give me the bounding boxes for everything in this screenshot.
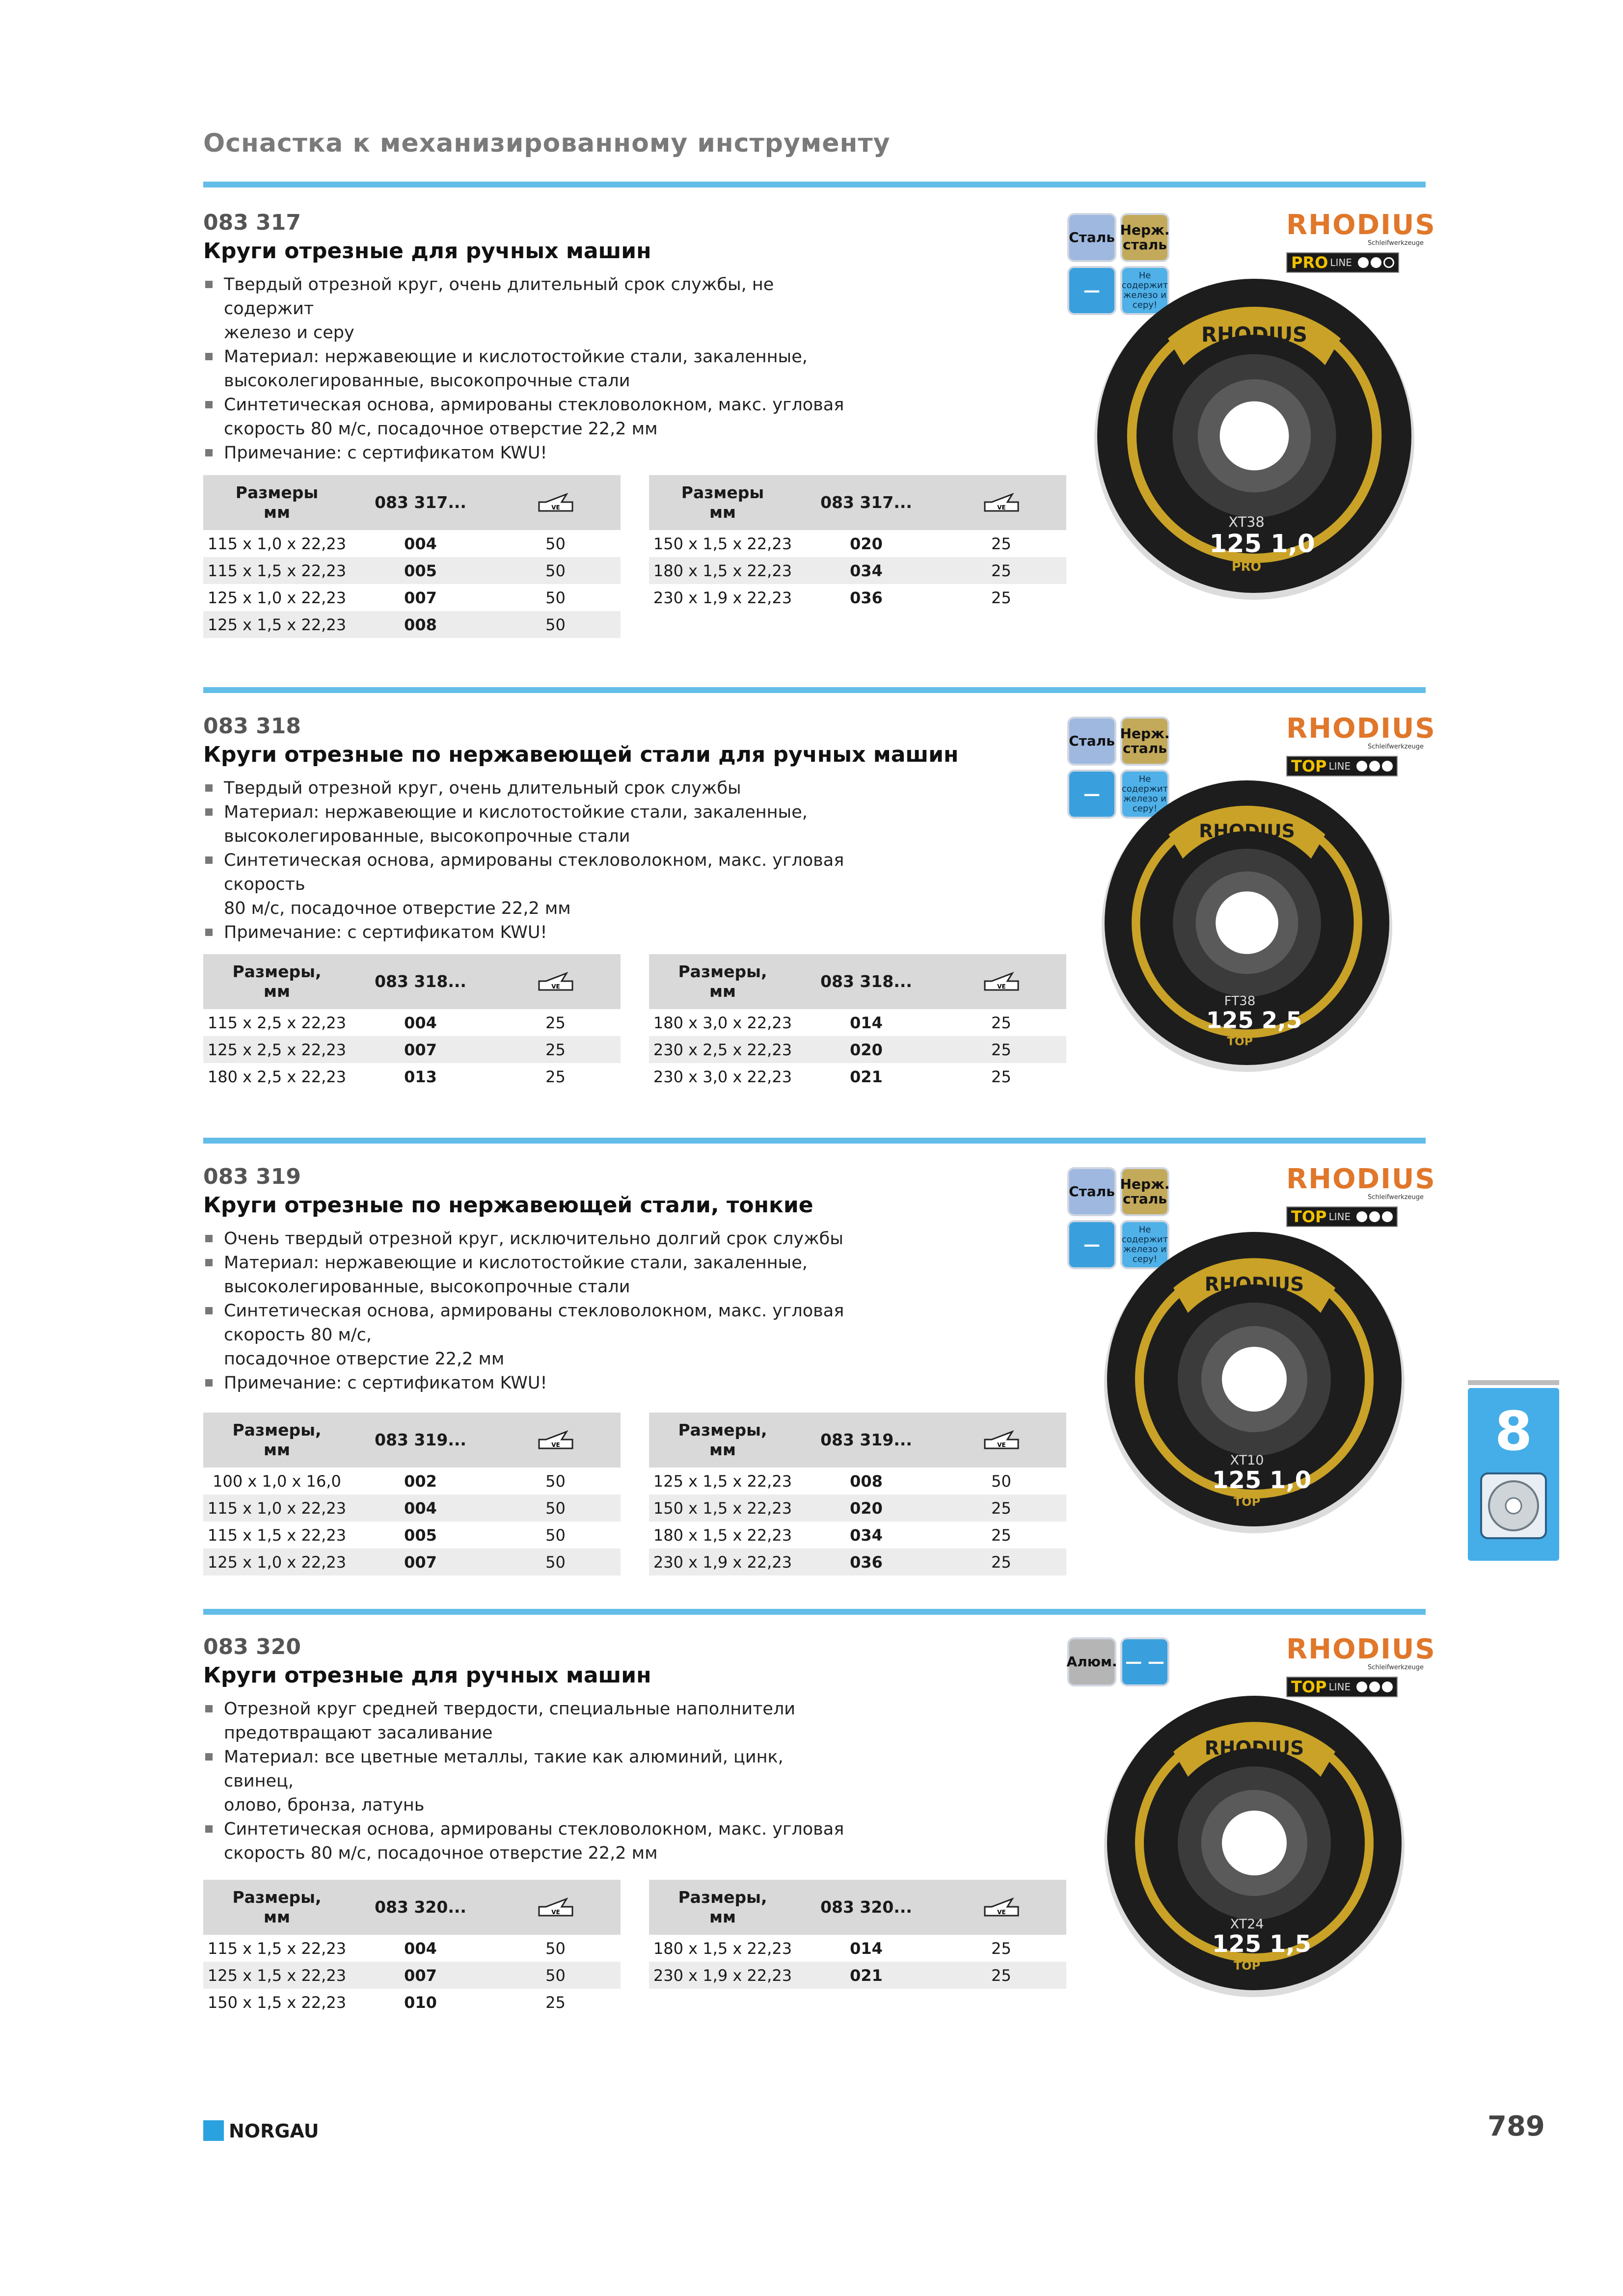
feature-bullet: Примечание: с сертификатом KWU! <box>203 441 851 465</box>
feature-continuation: 80 м/с, посадочное отверстие 22,2 мм <box>224 899 571 918</box>
qty-cell: 50 <box>490 1962 621 1989</box>
table-row <box>649 584 1066 611</box>
product-line-word: LINE <box>1328 1681 1351 1693</box>
product-line-word: LINE <box>1330 257 1352 268</box>
article-number: 083 317 <box>203 210 301 235</box>
size-table <box>649 1413 1066 1575</box>
packaging-unit-header <box>936 1413 1066 1468</box>
feature-continuation: железо и серу <box>224 323 354 343</box>
article-suffix-cell: 002 <box>404 1471 437 1491</box>
size-cell: 115 x 1,0 x 22,23 <box>203 1495 351 1522</box>
section-rule <box>203 1609 1426 1615</box>
feature-bullet: Твердый отрезной круг, очень длительный срок службы <box>203 776 851 801</box>
feature-continuation: предотвращают засаливание <box>224 1723 493 1743</box>
qty-cell: 25 <box>936 557 1066 584</box>
qty-cell: 50 <box>991 1471 1011 1491</box>
qty-cell: 50 <box>545 534 566 553</box>
svg-text:VE: VE <box>551 1442 560 1448</box>
badge-steel: Сталь <box>1069 719 1114 764</box>
brand-logo: RHODIUS <box>1286 1163 1436 1195</box>
svg-text:VE: VE <box>551 983 560 990</box>
packaging-unit-icon <box>536 1429 575 1451</box>
svg-text:125 1,5: 125 1,5 <box>1212 1930 1311 1958</box>
qty-cell: 50 <box>490 1495 621 1522</box>
size-column-header <box>203 475 351 530</box>
chapter-tab-disc-icon <box>1480 1472 1547 1539</box>
qty-cell: 50 <box>490 557 621 584</box>
article-suffix-cell: 007 <box>351 1548 490 1575</box>
article-suffix-cell: 014 <box>850 1939 883 1958</box>
svg-text:VE: VE <box>997 1442 1006 1448</box>
qty-cell: 25 <box>545 1013 566 1032</box>
article-suffix-cell: 007 <box>351 1962 490 1989</box>
size-cell: 115 x 1,5 x 22,23 <box>207 1939 347 1958</box>
feature-list <box>203 776 851 945</box>
svg-text:125 1,0: 125 1,0 <box>1209 529 1315 559</box>
size-header-unit: мм <box>264 1907 290 1926</box>
size-cell: 125 x 1,0 x 22,23 <box>207 588 347 607</box>
section-rule <box>203 1138 1426 1144</box>
feature-list <box>203 273 851 465</box>
svg-text:RHODIUS: RHODIUS <box>1199 820 1295 842</box>
chapter-tab-number: 8 <box>1494 1400 1533 1463</box>
table-row <box>203 557 621 584</box>
feature-continuation: высоколегированные, высокопрочные стали <box>224 1277 630 1297</box>
qty-cell: 25 <box>991 588 1011 607</box>
brand-tagline: Schleifwerkzeuge <box>1367 1194 1424 1201</box>
feature-bullet: Синтетическая основа, армированы стекловолокном, макс. угловая скорость <box>203 849 851 897</box>
section-rule <box>203 687 1426 693</box>
qty-cell: 50 <box>545 1471 566 1491</box>
packaging-unit-icon <box>536 1896 575 1919</box>
size-cell: 100 x 1,0 x 16,0 <box>213 1471 341 1491</box>
qty-cell: 25 <box>991 1525 1011 1545</box>
product-line-name: PRO <box>1291 253 1328 272</box>
article-suffix-cell: 010 <box>404 1993 437 2012</box>
feature-continuation: посадочное отверстие 22,2 мм <box>224 1349 505 1369</box>
qty-cell: 50 <box>490 1548 621 1575</box>
size-header-unit: мм <box>264 503 290 522</box>
cutting-disc-image <box>1087 269 1421 603</box>
badge-stainless: Нерж. сталь <box>1122 1169 1167 1214</box>
table-row <box>649 1962 1066 1989</box>
product-title: Круги отрезные по нержавеющей стали, тонкие <box>203 1193 813 1218</box>
qty-cell: 25 <box>991 534 1011 553</box>
feature-bullet: Примечание: с сертификатом KWU! <box>203 921 851 945</box>
article-suffix-cell: 021 <box>796 1962 936 1989</box>
size-header-unit: мм <box>264 982 290 1001</box>
packaging-unit-header <box>490 475 621 530</box>
table-row <box>649 1548 1066 1575</box>
feature-list <box>203 1697 851 1866</box>
feature-continuation: олово, бронза, латунь <box>224 1795 425 1815</box>
size-table <box>203 475 621 638</box>
size-cell: 180 x 1,5 x 22,23 <box>653 1939 792 1958</box>
badge-stainless: Нерж. сталь <box>1122 215 1167 260</box>
size-column-header <box>203 1413 351 1468</box>
badge-cut-line: — <box>1069 772 1114 817</box>
size-header-unit: мм <box>709 982 736 1001</box>
qty-cell: 50 <box>545 1525 566 1545</box>
line-rating-dot <box>1369 761 1380 772</box>
svg-text:RHODIUS: RHODIUS <box>1201 322 1307 347</box>
size-cell: 115 x 1,0 x 22,23 <box>207 534 347 553</box>
size-cell: 180 x 1,5 x 22,23 <box>653 1525 792 1545</box>
badge-aluminum: Алюм. <box>1069 1639 1114 1684</box>
size-header-label: Размеры <box>681 483 764 502</box>
footer-brand: NORGAU <box>229 2120 319 2142</box>
size-header-label: Размеры <box>235 483 319 502</box>
svg-text:VE: VE <box>551 504 560 511</box>
brand-tagline: Schleifwerkzeuge <box>1367 743 1424 750</box>
size-cell: 150 x 1,5 x 22,23 <box>653 534 792 553</box>
size-cell: 230 x 2,5 x 22,23 <box>649 1036 796 1063</box>
table-row <box>649 1935 1066 1962</box>
article-code-header: 083 317... <box>796 475 936 530</box>
product-line-word: LINE <box>1328 760 1351 772</box>
table-row <box>203 1962 621 1989</box>
article-suffix-cell: 020 <box>796 1036 936 1063</box>
badge-no-iron-sulfur: Не содержит железо и серу! <box>1122 268 1167 313</box>
qty-cell: 25 <box>936 1036 1066 1063</box>
qty-cell: 25 <box>936 1548 1066 1575</box>
size-cell: 230 x 3,0 x 22,23 <box>653 1067 792 1086</box>
size-table <box>203 954 621 1090</box>
feature-bullet: Синтетическая основа, армированы стекловолокном, макс. угловая <box>203 393 851 417</box>
size-cell: 180 x 3,0 x 22,23 <box>653 1013 792 1032</box>
brand-tagline: Schleifwerkzeuge <box>1367 1664 1424 1671</box>
size-header-unit: мм <box>264 1440 290 1459</box>
article-suffix-cell: 007 <box>404 588 437 607</box>
packaging-unit-header <box>936 1880 1066 1935</box>
table-row <box>203 530 621 557</box>
size-cell: 230 x 1,9 x 22,23 <box>649 1962 796 1989</box>
size-header-unit: мм <box>709 503 736 522</box>
size-cell: 125 x 1,5 x 22,23 <box>653 1471 792 1491</box>
size-cell: 180 x 2,5 x 22,23 <box>207 1067 347 1086</box>
svg-text:FT38: FT38 <box>1224 994 1256 1009</box>
svg-text:VE: VE <box>551 1909 560 1916</box>
cutting-disc-image <box>1097 1686 1411 2000</box>
svg-text:TOP: TOP <box>1227 1035 1253 1048</box>
article-suffix-cell: 020 <box>796 1495 936 1522</box>
badge-cut-line: — — <box>1122 1639 1167 1684</box>
svg-text:RHODIUS: RHODIUS <box>1204 1274 1304 1296</box>
size-table <box>649 954 1066 1090</box>
brand-tagline: Schleifwerkzeuge <box>1367 240 1424 247</box>
table-row <box>203 1036 621 1063</box>
size-cell: 125 x 2,5 x 22,23 <box>203 1036 351 1063</box>
size-column-header <box>649 1880 796 1935</box>
qty-cell: 25 <box>545 1993 566 2012</box>
product-line-name: TOP <box>1291 1678 1327 1696</box>
table-row <box>649 1495 1066 1522</box>
product-line-word: LINE <box>1328 1211 1351 1223</box>
article-suffix-cell: 013 <box>404 1067 437 1086</box>
page-title: Оснастка к механизированному инструменту <box>203 129 891 158</box>
feature-bullet: Материал: нержавеющие и кислотостойкие стали, закаленные, <box>203 1251 851 1275</box>
table-row <box>203 1522 621 1548</box>
size-cell: 180 x 1,5 x 22,23 <box>649 557 796 584</box>
size-header-unit: мм <box>709 1440 736 1459</box>
article-suffix-cell: 007 <box>351 1036 490 1063</box>
line-rating-dot <box>1371 257 1381 268</box>
svg-text:TOP: TOP <box>1233 1495 1261 1509</box>
table-row <box>203 1468 621 1495</box>
article-suffix-cell: 008 <box>351 611 490 638</box>
article-code-header: 083 320... <box>796 1880 936 1935</box>
feature-list <box>203 1227 851 1395</box>
article-suffix-cell: 020 <box>850 534 883 553</box>
line-rating-dot <box>1358 257 1369 268</box>
size-cell: 115 x 1,5 x 22,23 <box>203 557 351 584</box>
size-cell: 125 x 1,5 x 22,23 <box>203 611 351 638</box>
svg-text:XT10: XT10 <box>1230 1453 1264 1468</box>
badge-no-iron-sulfur: Не содержит железо и серу! <box>1122 1222 1167 1267</box>
article-suffix-cell: 004 <box>404 534 437 553</box>
article-suffix-cell: 005 <box>404 1525 437 1545</box>
cutting-disc-image <box>1097 1222 1411 1536</box>
packaging-unit-icon <box>536 491 575 514</box>
line-rating-dot <box>1383 257 1394 268</box>
feature-continuation: скорость 80 м/с, <box>224 1325 372 1345</box>
product-title: Круги отрезные по нержавеющей стали для ручных машин <box>203 742 959 767</box>
table-row <box>649 1036 1066 1063</box>
brand-logo: RHODIUS <box>1286 1633 1436 1665</box>
svg-text:125 1,0: 125 1,0 <box>1212 1467 1311 1494</box>
size-header-label: Размеры, <box>232 1888 322 1907</box>
size-header-label: Размеры, <box>232 1420 322 1440</box>
size-cell: 125 x 1,0 x 22,23 <box>203 1548 351 1575</box>
size-column-header <box>649 1413 796 1468</box>
table-row <box>203 1989 621 2016</box>
article-code-header: 083 319... <box>796 1413 936 1468</box>
qty-cell: 25 <box>991 1013 1011 1032</box>
table-row <box>649 557 1066 584</box>
top-rule <box>203 182 1426 187</box>
line-rating-dot <box>1356 1211 1367 1222</box>
article-suffix-cell: 004 <box>351 1495 490 1522</box>
size-table <box>649 475 1066 611</box>
svg-text:TOP: TOP <box>1233 1959 1261 1973</box>
article-suffix-cell: 036 <box>850 588 883 607</box>
table-row <box>649 530 1066 557</box>
badge-stainless: Нерж. сталь <box>1122 719 1167 764</box>
cutting-disc-image <box>1095 771 1399 1075</box>
packaging-unit-icon <box>982 1896 1021 1919</box>
svg-text:XT24: XT24 <box>1230 1917 1264 1932</box>
article-number: 083 318 <box>203 714 301 739</box>
size-column-header <box>203 954 351 1009</box>
badge-cut-line: — <box>1069 268 1114 313</box>
qty-cell: 25 <box>936 1495 1066 1522</box>
table-row <box>203 611 621 638</box>
packaging-unit-header <box>490 1413 621 1468</box>
badge-steel: Сталь <box>1069 215 1114 260</box>
table-row <box>649 1522 1066 1548</box>
chapter-tab-top <box>1468 1380 1559 1385</box>
size-header-label: Размеры, <box>678 1888 767 1907</box>
svg-text:VE: VE <box>997 1909 1006 1916</box>
svg-text:125 2,5: 125 2,5 <box>1206 1007 1302 1034</box>
table-row <box>649 1009 1066 1036</box>
size-header-label: Размеры, <box>678 1420 767 1440</box>
qty-cell: 25 <box>490 1036 621 1063</box>
feature-bullet: Отрезной круг средней твердости, специальные наполнители <box>203 1697 851 1721</box>
line-rating-dot <box>1356 761 1367 772</box>
qty-cell: 25 <box>545 1067 566 1086</box>
feature-bullet: Синтетическая основа, армированы стекловолокном, макс. угловая <box>203 1299 851 1323</box>
table-row <box>203 584 621 611</box>
size-cell: 115 x 1,5 x 22,23 <box>207 1525 347 1545</box>
table-row <box>203 1063 621 1090</box>
brand-logo: RHODIUS <box>1286 713 1436 745</box>
article-suffix-cell: 034 <box>796 557 936 584</box>
feature-continuation: скорость 80 м/с, посадочное отверстие 22,2 мм <box>224 419 658 439</box>
packaging-unit-icon <box>982 1429 1021 1451</box>
table-row <box>203 1548 621 1575</box>
article-number: 083 319 <box>203 1164 301 1189</box>
packaging-unit-header <box>490 954 621 1009</box>
article-suffix-cell: 005 <box>351 557 490 584</box>
feature-bullet: Очень твердый отрезной круг, исключительно долгий срок службы <box>203 1227 851 1251</box>
size-cell: 230 x 1,9 x 22,23 <box>649 1548 796 1575</box>
svg-text:PRO: PRO <box>1231 560 1262 575</box>
qty-cell: 50 <box>545 588 566 607</box>
line-rating-dot <box>1382 1211 1393 1222</box>
product-line-name: TOP <box>1291 1207 1327 1226</box>
badge-steel: Сталь <box>1069 1169 1114 1214</box>
size-table <box>203 1880 621 2016</box>
article-suffix-cell: 014 <box>850 1013 883 1032</box>
feature-bullet: Материал: нержавеющие и кислотостойкие стали, закаленные, <box>203 345 851 369</box>
packaging-unit-header <box>936 954 1066 1009</box>
badge-no-iron-sulfur: Не содержит железо и серу! <box>1122 772 1167 817</box>
article-suffix-cell: 004 <box>404 1013 437 1032</box>
feature-bullet: Твердый отрезной круг, очень длительный срок службы, не содержит <box>203 273 851 321</box>
size-header-label: Размеры, <box>678 962 767 981</box>
size-column-header <box>649 954 796 1009</box>
packaging-unit-icon <box>536 970 575 993</box>
product-title: Круги отрезные для ручных машин <box>203 1663 651 1688</box>
table-row <box>649 1063 1066 1090</box>
page-number: 789 <box>1488 2110 1545 2142</box>
article-code-header: 083 319... <box>351 1413 490 1468</box>
article-code-header: 083 318... <box>351 954 490 1009</box>
feature-bullet: Примечание: с сертификатом KWU! <box>203 1371 851 1395</box>
packaging-unit-header <box>490 1880 621 1935</box>
feature-continuation: высоколегированные, высокопрочные стали <box>224 827 630 846</box>
line-rating-dot <box>1382 761 1393 772</box>
svg-text:RHODIUS: RHODIUS <box>1204 1737 1304 1760</box>
article-code-header: 083 317... <box>351 475 490 530</box>
size-cell: 125 x 1,5 x 22,23 <box>203 1962 351 1989</box>
article-suffix-cell: 004 <box>404 1939 437 1958</box>
size-header-label: Размеры, <box>232 962 322 981</box>
size-cell: 150 x 1,5 x 22,23 <box>649 1495 796 1522</box>
size-cell: 115 x 2,5 x 22,23 <box>207 1013 347 1032</box>
table-row <box>203 1495 621 1522</box>
size-table <box>203 1413 621 1575</box>
packaging-unit-icon <box>982 491 1021 514</box>
size-column-header <box>203 1880 351 1935</box>
qty-cell: 50 <box>545 1939 566 1958</box>
svg-text:VE: VE <box>997 504 1006 511</box>
qty-cell: 25 <box>936 1962 1066 1989</box>
article-suffix-cell: 021 <box>850 1067 883 1086</box>
feature-continuation: скорость 80 м/с, посадочное отверстие 22,2 мм <box>224 1843 658 1863</box>
article-suffix-cell: 034 <box>850 1525 883 1545</box>
article-code-header: 083 318... <box>796 954 936 1009</box>
qty-cell: 25 <box>991 1939 1011 1958</box>
brand-logo: RHODIUS <box>1286 209 1436 241</box>
svg-text:XT38: XT38 <box>1228 513 1265 531</box>
article-code-header: 083 320... <box>351 1880 490 1935</box>
product-title: Круги отрезные для ручных машин <box>203 239 651 264</box>
article-number: 083 320 <box>203 1634 301 1659</box>
footer-logo-square <box>203 2120 224 2141</box>
badge-cut-line: — <box>1069 1222 1114 1267</box>
feature-bullet: Материал: все цветные металлы, такие как алюминий, цинк, свинец, <box>203 1745 851 1793</box>
feature-bullet: Материал: нержавеющие и кислотостойкие стали, закаленные, <box>203 801 851 825</box>
packaging-unit-icon <box>982 970 1021 993</box>
feature-continuation: высоколегированные, высокопрочные стали <box>224 371 630 391</box>
qty-cell: 50 <box>490 611 621 638</box>
table-row <box>203 1009 621 1036</box>
line-rating-dot <box>1369 1211 1380 1222</box>
article-suffix-cell: 036 <box>796 1548 936 1575</box>
product-line-name: TOP <box>1291 757 1327 775</box>
size-header-unit: мм <box>709 1907 736 1926</box>
packaging-unit-header <box>936 475 1066 530</box>
table-row <box>203 1935 621 1962</box>
size-cell: 230 x 1,9 x 22,23 <box>653 588 792 607</box>
article-suffix-cell: 008 <box>850 1471 883 1491</box>
size-cell: 150 x 1,5 x 22,23 <box>207 1993 347 2012</box>
qty-cell: 25 <box>991 1067 1011 1086</box>
size-table <box>649 1880 1066 1989</box>
svg-text:VE: VE <box>997 983 1006 990</box>
table-row <box>649 1468 1066 1495</box>
feature-bullet: Синтетическая основа, армированы стекловолокном, макс. угловая <box>203 1817 851 1842</box>
size-column-header <box>649 475 796 530</box>
